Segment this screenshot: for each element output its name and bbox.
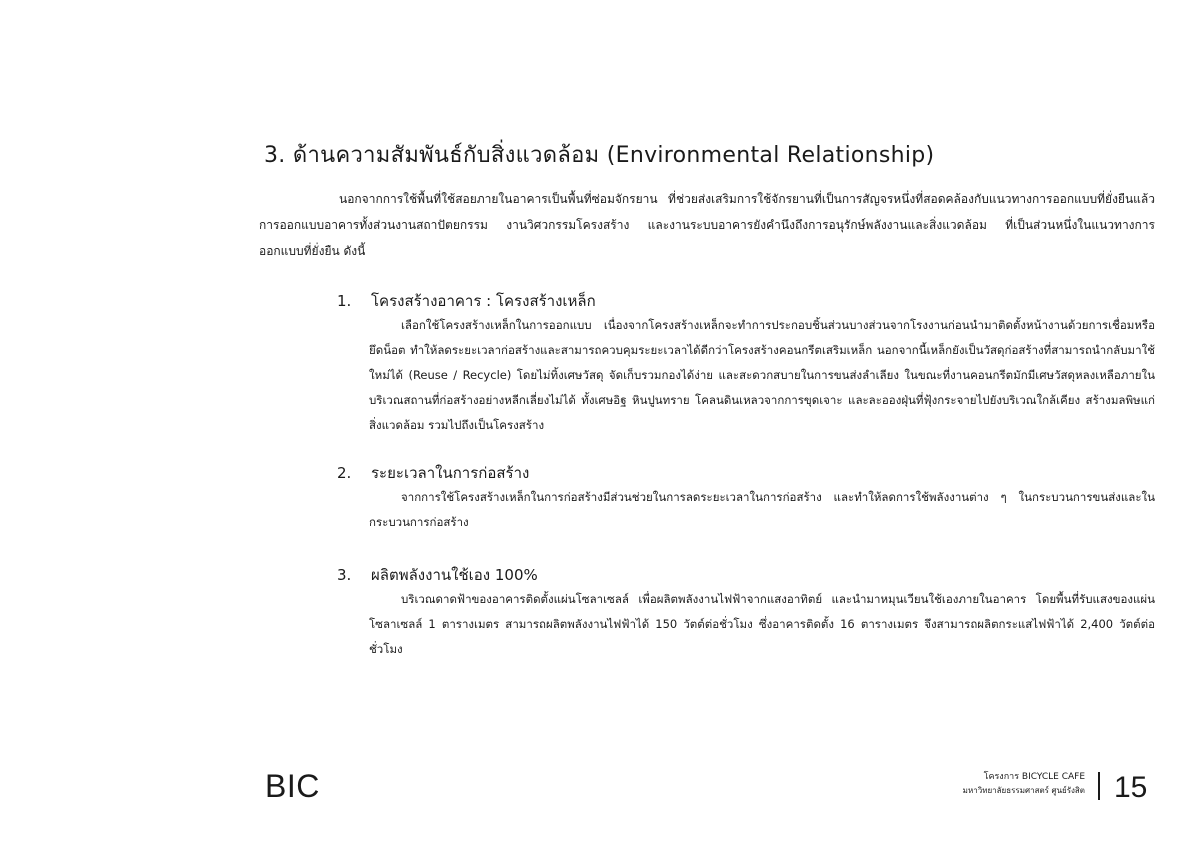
section-title: ระยะเวลาในการก่อสร้าง xyxy=(371,464,530,482)
section-heading xyxy=(337,289,1155,313)
section-body: เลือกใช้โครงสร้างเหล็กในการออกแบบ เนื่องจากโครงสร้างเหล็กจะทำการประกอบชิ้นส่วนบางส่วนจากโรงงานก่อนนำมาติดตั้งหน้างานด้วยการเชื่อมหรือยึดน็อต ทำให้ลดระยะเวลาก่อสร้างและสามารถควบคุมระยะเวลาได้ดีกว่าโครงสร้างคอนกรีตเสริมเหล็ก นอกจากนี้เหล็กยังเป็นวัสดุก่อสร้างที่สามารถนำกลับมาใช้ใหม่ได้ (Reuse / Recycle) โดยไม่ทิ้งเศษวัสดุ จัดเก็บรวมกองได้ง่าย และสะดวกสบายในการขนส่งลำเลียง ในขณะที่งานคอนกรีตมักมีเศษวัสดุหลงเหลือภายในบริเวณสถานที่ก่อสร้างอย่างหลีกเลี่ยงไม่ได้ ทั้งเศษอิฐ หินปูนทราย โคลนดินเหลวจากการขุดเจาะ และละอองฝุ่นที่ฟุ้งกระจายไปยังบริเวณใกล้เคียง สร้างมลพิษแก่สิ่งแวดล้อม รวมไปถึงเป็นโครงสร้าง xyxy=(369,318,1155,432)
section-number: 1. xyxy=(337,292,352,310)
section-number: 3. xyxy=(337,566,352,584)
section-body: จากการใช้โครงสร้างเหล็กในการก่อสร้างมีส่วนช่วยในการลดระยะเวลาในการก่อสร้าง และทำให้ลดการใช้พลังงานต่าง ๆ ในกระบวนการขนส่งและในกระบวนการก่อสร้าง xyxy=(369,490,1155,529)
intro-paragraph xyxy=(259,186,1155,264)
footer-project-info xyxy=(905,771,1085,797)
section-construction-time xyxy=(337,461,1155,535)
section-energy xyxy=(337,563,1155,662)
university-name: มหาวิทยาลัยธรรมศาสตร์ ศูนย์รังสิต xyxy=(962,786,1085,795)
footer-logo: BIC xyxy=(265,768,320,804)
intro-text: นอกจากการใช้พื้นที่ใช้สอยภายในอาคารเป็นพื้นที่ซ่อมจักรยาน ที่ช่วยส่งเสริมการใช้จักรยานที่เป็นการสัญจรหนึ่งที่สอดคล้องกับแนวทางการออกแบบที่ยั่งยืนแล้ว การออกแบบอาคารทั้งส่วนงานสถาปัตยกรรม งานวิศวกรรมโครงสร้าง และงานระบบอาคารยังคำนึงถึงการอนุรักษ์พลังงานและสิ่งแวดล้อม ที่เป็นส่วนหนึ่งในแนวทางการออกแบบที่ยั่งยืน ดังนี้ xyxy=(259,192,1155,258)
project-name: โครงการ BICYCLE CAFE xyxy=(983,772,1085,782)
footer-divider xyxy=(1098,772,1100,800)
section-body: บริเวณดาดฟ้าของอาคารติดตั้งแผ่นโซลาเซลล์ เพื่อผลิตพลังงานไฟฟ้าจากแสงอาทิตย์ และนำมาหมุนเวียนใช้เองภายในอาคาร โดยพื้นที่รับแสงของแผ่นโซลาเซลล์ 1 ตารางเมตร สามารถผลิตพลังงานไฟฟ้าได้ 150 วัตต์ต่อชั่วโมง ซึ่งอาคารติดตั้ง 16 ตารางเมตร จึงสามารถผลิตกระแสไฟฟ้าได้ 2,400 วัตต์ต่อชั่วโมง xyxy=(369,592,1155,656)
section-structure xyxy=(337,289,1155,438)
section-number: 2. xyxy=(337,464,352,482)
section-title: ผลิตพลังงานใช้เอง 100% xyxy=(371,566,538,584)
section-title: โครงสร้างอาคาร : โครงสร้างเหล็ก xyxy=(371,292,596,310)
section-heading xyxy=(337,461,1155,485)
page-title: 3. ด้านความสัมพันธ์กับสิ่งแวดล้อม (Environmental Relationship) xyxy=(264,143,935,168)
page-number: 15 xyxy=(1114,771,1148,804)
section-heading xyxy=(337,563,1155,587)
